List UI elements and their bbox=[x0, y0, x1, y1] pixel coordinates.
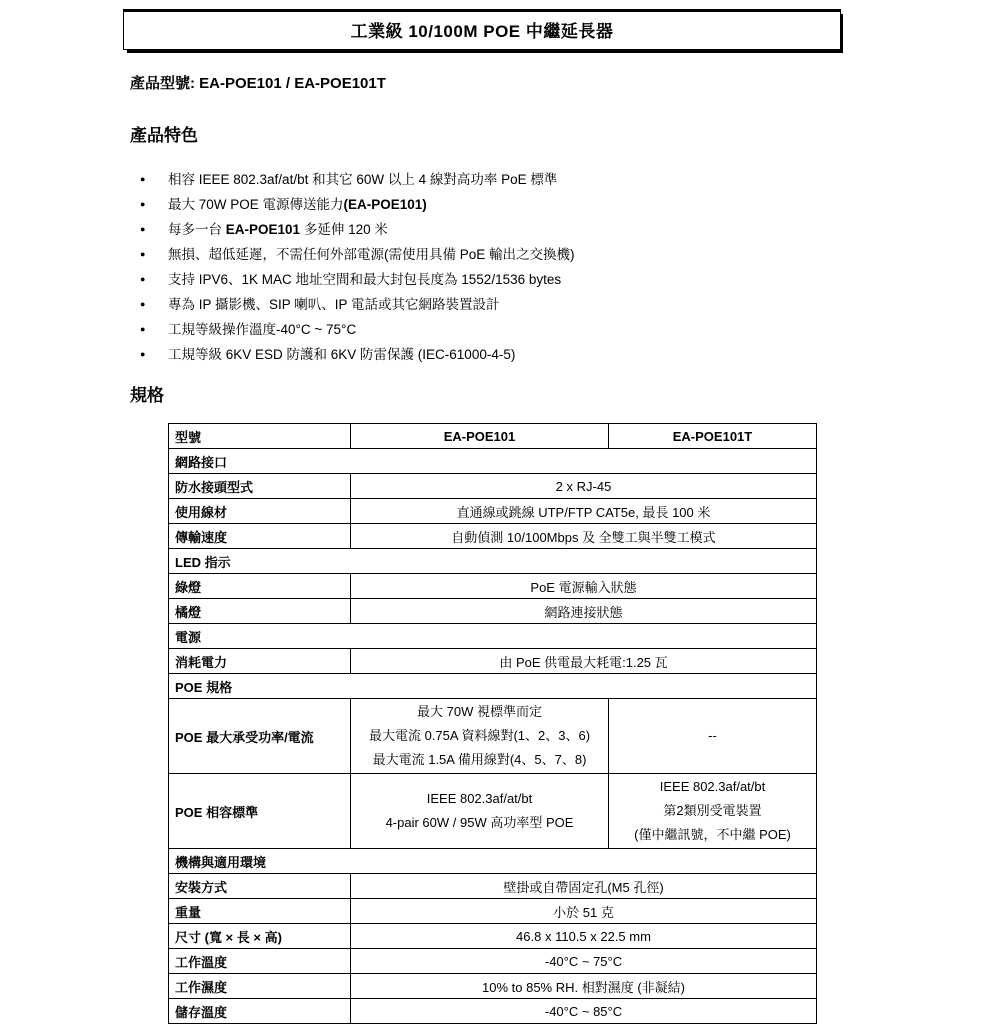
cell-line: 最大 70W 視標準而定 bbox=[417, 704, 542, 719]
table-row bbox=[169, 924, 817, 949]
row-label: POE 最大承受功率/電流 bbox=[169, 699, 351, 774]
feature-text-segment: 支持 IPV6、1K MAC 地址空間和最大封包長度為 1552/1536 bytes bbox=[168, 272, 562, 287]
row-label: 傳輸速度 bbox=[169, 524, 351, 549]
feature-text-segment: 專為 IP 攝影機、SIP 喇叭、IP 電話或其它網路裝置設計 bbox=[168, 297, 500, 312]
feature-text-segment: 工規等級操作溫度-40°C ~ 75°C bbox=[168, 322, 357, 337]
row-value: 壁掛或自帶固定孔(M5 孔徑) bbox=[351, 874, 817, 899]
row-label: 工作溫度 bbox=[169, 949, 351, 974]
feature-text-segment: 最大 70W POE 電源傳送能力 bbox=[168, 197, 344, 212]
row-label: 尺寸 (寬 × 長 × 高) bbox=[169, 924, 351, 949]
row-label: 綠燈 bbox=[169, 574, 351, 599]
row-value: 自動偵測 10/100Mbps 及 全雙工與半雙工模式 bbox=[351, 524, 817, 549]
feature-item bbox=[140, 292, 1000, 317]
table-row bbox=[169, 474, 817, 499]
row-value: 直通線或跳線 UTP/FTP CAT5e, 最長 100 米 bbox=[351, 499, 817, 524]
section-row-label: LED 指示 bbox=[169, 549, 817, 574]
row-label: POE 相容標準 bbox=[169, 774, 351, 849]
row-value: 由 PoE 供電最大耗電:1.25 瓦 bbox=[351, 649, 817, 674]
row-label: 橘燈 bbox=[169, 599, 351, 624]
table-row bbox=[169, 874, 817, 899]
feature-text-segment: 相容 IEEE 802.3af/at/bt 和其它 60W 以上 4 線對高功率 PoE 標準 bbox=[168, 172, 558, 187]
row-label: 儲存溫度 bbox=[169, 999, 351, 1024]
feature-text-segment: 工規等級 6KV ESD 防護和 6KV 防雷保護 (IEC-61000-4-5) bbox=[168, 347, 516, 362]
feature-item bbox=[140, 217, 1000, 242]
row-value: 網路連接狀態 bbox=[351, 599, 817, 624]
table-row bbox=[169, 424, 817, 449]
feature-item bbox=[140, 192, 1000, 217]
table-row bbox=[169, 949, 817, 974]
row-value: 46.8 x 110.5 x 22.5 mm bbox=[351, 924, 817, 949]
cell-line: 4-pair 60W / 95W 高功率型 POE bbox=[385, 815, 574, 830]
feature-item bbox=[140, 317, 1000, 342]
cell-line: 最大電流 0.75A 資料線對(1、2、3、6) bbox=[368, 728, 591, 743]
feature-text-segment: 每多一台 bbox=[168, 222, 226, 237]
row-model-1: EA-POE101 bbox=[351, 424, 609, 449]
row-label: 型號 bbox=[169, 424, 351, 449]
row-label: 使用線材 bbox=[169, 499, 351, 524]
section-row-label: POE 規格 bbox=[169, 674, 817, 699]
spec-table-body bbox=[169, 424, 817, 1024]
cell-line: -- bbox=[708, 728, 717, 743]
row-value: -40°C ~ 75°C bbox=[351, 949, 817, 974]
bullet-icon: ● bbox=[140, 199, 146, 209]
row-value: PoE 電源輸入狀態 bbox=[351, 574, 817, 599]
cell-line: (僅中繼訊號，不中繼 POE) bbox=[634, 827, 791, 842]
bullet-icon: ● bbox=[140, 349, 146, 359]
bullet-icon: ● bbox=[140, 174, 146, 184]
table-row bbox=[169, 624, 817, 649]
feature-list bbox=[140, 167, 1000, 367]
row-value-model-1 bbox=[351, 774, 609, 849]
spec-sheet-page bbox=[0, 9, 1000, 1020]
table-row bbox=[169, 774, 817, 849]
feature-item bbox=[140, 167, 1000, 192]
product-model-line: 產品型號: EA-POE101 / EA-POE101T bbox=[130, 75, 386, 92]
spec-table bbox=[168, 423, 817, 1024]
row-value-model-2 bbox=[609, 774, 817, 849]
row-label: 消耗電力 bbox=[169, 649, 351, 674]
bullet-icon: ● bbox=[140, 249, 146, 259]
cell-line: IEEE 802.3af/at/bt bbox=[659, 779, 766, 794]
features-heading: 產品特色 bbox=[130, 126, 198, 145]
bullet-icon: ● bbox=[140, 299, 146, 309]
cell-line: 最大電流 1.5A 備用線對(4、5、7、8) bbox=[372, 752, 587, 767]
row-label: 安裝方式 bbox=[169, 874, 351, 899]
row-label: 工作濕度 bbox=[169, 974, 351, 999]
section-row-label: 電源 bbox=[169, 624, 817, 649]
feature-item bbox=[140, 242, 1000, 267]
table-row bbox=[169, 999, 817, 1024]
page-title-box bbox=[123, 9, 841, 50]
table-row bbox=[169, 524, 817, 549]
table-row bbox=[169, 499, 817, 524]
table-row bbox=[169, 699, 817, 774]
table-row bbox=[169, 974, 817, 999]
feature-item bbox=[140, 342, 1000, 367]
row-label: 重量 bbox=[169, 899, 351, 924]
row-label: 防水接頭型式 bbox=[169, 474, 351, 499]
row-value: 2 x RJ-45 bbox=[351, 474, 817, 499]
row-value: 10% to 85% RH. 相對濕度 (非凝結) bbox=[351, 974, 817, 999]
table-row bbox=[169, 649, 817, 674]
cell-line: 第2類別受電裝置 bbox=[663, 803, 762, 818]
cell-line: IEEE 802.3af/at/bt bbox=[426, 791, 533, 806]
bullet-icon: ● bbox=[140, 224, 146, 234]
row-value: 小於 51 克 bbox=[351, 899, 817, 924]
row-value: -40°C ~ 85°C bbox=[351, 999, 817, 1024]
section-row-label: 機構與適用環境 bbox=[169, 849, 817, 874]
row-model-2: EA-POE101T bbox=[609, 424, 817, 449]
section-row-label: 網路接口 bbox=[169, 449, 817, 474]
page-title: 工業級 10/100M POE 中繼延長器 bbox=[350, 22, 614, 41]
table-row bbox=[169, 599, 817, 624]
spec-heading: 規格 bbox=[130, 386, 164, 405]
bullet-icon: ● bbox=[140, 274, 146, 284]
table-row bbox=[169, 549, 817, 574]
feature-text-segment: (EA-POE101) bbox=[343, 197, 427, 212]
row-value-model-2 bbox=[609, 699, 817, 774]
feature-text-segment: EA-POE101 bbox=[225, 222, 301, 237]
table-row bbox=[169, 849, 817, 874]
row-value-model-1 bbox=[351, 699, 609, 774]
feature-item bbox=[140, 267, 1000, 292]
table-row bbox=[169, 674, 817, 699]
feature-text-segment: 無損、超低延遲，不需任何外部電源(需使用具備 PoE 輸出之交換機) bbox=[168, 247, 575, 262]
table-row bbox=[169, 449, 817, 474]
bullet-icon: ● bbox=[140, 324, 146, 334]
table-row bbox=[169, 899, 817, 924]
feature-text-segment: 多延伸 120 米 bbox=[300, 222, 388, 237]
table-row bbox=[169, 574, 817, 599]
